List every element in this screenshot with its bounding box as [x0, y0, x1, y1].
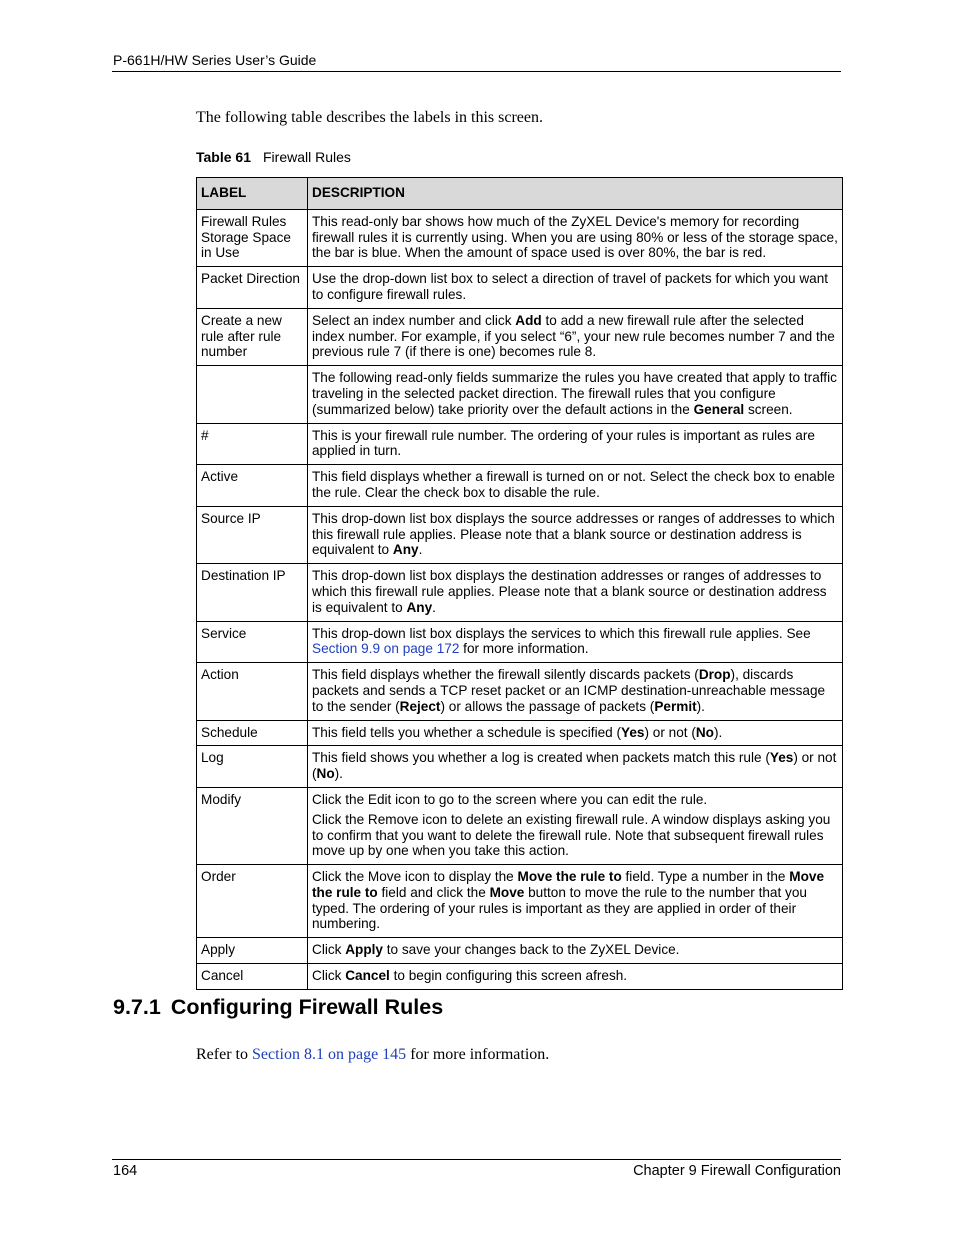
description-text: ). [713, 724, 723, 740]
description-text: The following read-only fields summarize the rules you have created that apply to traffic traveling in the selected packet direction. The firewall rules that you configure (summarized below) take priority over the default actions in the [312, 370, 837, 417]
bold-term: Any [406, 599, 433, 615]
row-description [308, 787, 843, 864]
description-text: This drop-down list box displays the services to which this firewall rule applies. See [312, 625, 811, 641]
label-column-header: LABEL [197, 178, 308, 210]
description-paragraph [312, 271, 838, 303]
description-text: Click the Move icon to display the [312, 869, 518, 885]
section-title: Configuring Firewall Rules [170, 995, 444, 1019]
cross-reference-link[interactable]: Section 9.9 on page 172 [312, 641, 460, 657]
description-paragraph [312, 792, 838, 808]
row-label: Order [197, 865, 308, 938]
description-text: to save your changes back to the ZyXEL Device. [383, 942, 680, 958]
row-label: Schedule [197, 720, 308, 746]
firewall-rules-table [196, 177, 843, 990]
table-row [197, 964, 843, 990]
description-paragraph [312, 511, 838, 558]
table-row [197, 564, 843, 621]
description-text: field. Type a number in the [621, 869, 790, 885]
description-text: ) or not ( [312, 750, 837, 782]
description-text: screen. [744, 401, 793, 417]
table-row [197, 308, 843, 365]
bold-term: No [316, 766, 335, 782]
description-paragraph [312, 725, 838, 741]
description-paragraph [312, 750, 838, 782]
description-text: This drop-down list box displays the destination addresses or ranges of addresses to which this firewall rule applies. Please note that a blank source or destination address is equivalent to [312, 568, 827, 615]
row-description [308, 938, 843, 964]
bold-term: Reject [399, 698, 441, 714]
description-paragraph [312, 214, 838, 261]
description-paragraph [312, 428, 838, 460]
description-text: to begin configuring this screen afresh. [389, 968, 628, 984]
row-label: Destination IP [197, 564, 308, 621]
bold-term: Move the rule to [517, 869, 622, 885]
row-description [308, 308, 843, 365]
section-heading [113, 994, 443, 1020]
table-number: Table 61 [196, 149, 251, 165]
description-text: This field displays whether a firewall is turned on or not. Select the check box to enable the rule. Clear the check box to disable the rule. [312, 469, 835, 500]
description-text: Click the Remove icon to delete an existing firewall rule. A window displays asking you to confirm that you want to delete the firewall rule. Note that subsequent firewall rules move up by one when you take this action. [312, 811, 831, 859]
bold-term: Any [392, 542, 419, 558]
description-column-header: DESCRIPTION [308, 178, 843, 210]
description-text: Use the drop-down list box to select a direction of travel of packets for which you want to configure firewall rules. [312, 271, 829, 302]
description-text: ) or not ( [644, 724, 696, 740]
table-header-row [197, 178, 843, 210]
running-header: P-661H/HW Series User’s Guide [113, 52, 317, 68]
bold-term: Drop [698, 667, 731, 683]
row-label: Service [197, 621, 308, 663]
chapter-title: Chapter 9 Firewall Configuration [633, 1163, 841, 1179]
row-description [308, 465, 843, 507]
row-label [197, 366, 308, 423]
description-paragraph [312, 968, 838, 984]
description-paragraph [312, 370, 838, 417]
row-label: Packet Direction [197, 267, 308, 309]
row-description [308, 564, 843, 621]
description-paragraph [312, 469, 838, 501]
description-paragraph [312, 626, 838, 658]
table-row [197, 506, 843, 563]
description-text: field and click the [377, 884, 490, 900]
description-text: This read-only bar shows how much of the ZyXEL Device's memory for recording firewall rules it is currently using. When you are using 80% or less of the storage space, the bar is blue. When the amount of space used is over 80%, the bar is red. [312, 213, 838, 261]
table-row [197, 621, 843, 663]
description-text: This field shows you whether a log is created when packets match this rule ( [312, 750, 770, 766]
row-label: Log [197, 746, 308, 788]
description-text: . [418, 542, 423, 558]
description-text: This drop-down list box displays the source addresses or ranges of addresses to which this firewall rule applies. Please note that a blank source or destination address is equivalent to [312, 510, 835, 558]
bold-term: Permit [654, 698, 697, 714]
bold-term: Yes [769, 750, 794, 766]
description-text: ). [696, 698, 705, 714]
row-description [308, 267, 843, 309]
table-row [197, 720, 843, 746]
description-text: Click [312, 942, 346, 958]
row-label: # [197, 423, 308, 465]
table-row [197, 865, 843, 938]
table-row [197, 423, 843, 465]
description-text: This field tells you whether a schedule is specified ( [312, 724, 622, 740]
row-description [308, 506, 843, 563]
table-title: Firewall Rules [263, 149, 351, 165]
row-label: Firewall Rules Storage Space in Use [197, 209, 308, 266]
row-description [308, 209, 843, 266]
bold-term: Cancel [345, 968, 390, 984]
row-description [308, 366, 843, 423]
table-body [197, 209, 843, 989]
table-row [197, 746, 843, 788]
row-label: Modify [197, 787, 308, 864]
description-text: for more information. [459, 641, 589, 657]
section-number: 9.7.1 [113, 995, 161, 1019]
table-row [197, 938, 843, 964]
description-paragraph [312, 812, 838, 859]
row-description [308, 865, 843, 938]
description-text: Click [312, 968, 346, 984]
refer-suffix: for more information. [406, 1046, 550, 1063]
table-row [197, 366, 843, 423]
table-row [197, 465, 843, 507]
row-description [308, 964, 843, 990]
table-row [197, 787, 843, 864]
row-label: Active [197, 465, 308, 507]
description-text: . [432, 599, 436, 615]
description-text: Select an index number and click [312, 312, 516, 328]
description-paragraph [312, 313, 838, 360]
description-text: ), discards packets and sends a TCP reset packet or an ICMP destination-unreachable message to the sender ( [312, 667, 826, 714]
bold-term: Add [515, 312, 542, 328]
row-label: Action [197, 663, 308, 720]
bold-term: Move [489, 884, 525, 900]
refer-paragraph [196, 1045, 549, 1064]
table-caption [196, 149, 351, 166]
bold-term: Move the rule to [312, 869, 825, 900]
description-text: This field displays whether the firewall silently discards packets ( [312, 667, 699, 683]
row-description [308, 720, 843, 746]
description-text: This is your firewall rule number. The ordering of your rules is important as rules are applied in turn. [312, 427, 815, 459]
row-description [308, 621, 843, 663]
row-label: Create a new rule after rule number [197, 308, 308, 365]
bold-term: General [693, 401, 745, 417]
description-text: to add a new firewall rule after the selected index number. For example, if you select “6”, your new rule becomes number 7 and the previous rule 7 (if there is one) becomes rule 8. [312, 312, 835, 360]
row-description [308, 746, 843, 788]
table-row [197, 209, 843, 266]
description-text: button to move the rule to the number that you typed. The ordering of your rules is important as they are applied in order of their numbering. [312, 884, 807, 932]
description-text: ). [334, 766, 343, 782]
table-row [197, 267, 843, 309]
description-paragraph [312, 869, 838, 932]
table-row [197, 663, 843, 720]
description-paragraph [312, 667, 838, 714]
bold-term: Yes [621, 724, 645, 740]
bold-term: Apply [345, 942, 383, 958]
header-divider [112, 71, 841, 72]
refer-prefix: Refer to [196, 1046, 252, 1063]
row-label: Apply [197, 938, 308, 964]
section-link[interactable]: Section 8.1 on page 145 [251, 1046, 407, 1063]
description-text: ) or allows the passage of packets ( [440, 698, 655, 714]
row-label: Source IP [197, 506, 308, 563]
page-number: 164 [113, 1163, 138, 1179]
row-description [308, 423, 843, 465]
intro-paragraph: The following table describes the labels in this screen. [196, 109, 544, 126]
description-paragraph [312, 942, 838, 958]
bold-term: No [695, 724, 714, 740]
row-description [308, 663, 843, 720]
description-paragraph [312, 568, 838, 615]
row-label: Cancel [197, 964, 308, 990]
description-text: Click the Edit icon to go to the screen where you can edit the rule. [312, 791, 708, 807]
footer-divider [112, 1159, 841, 1160]
